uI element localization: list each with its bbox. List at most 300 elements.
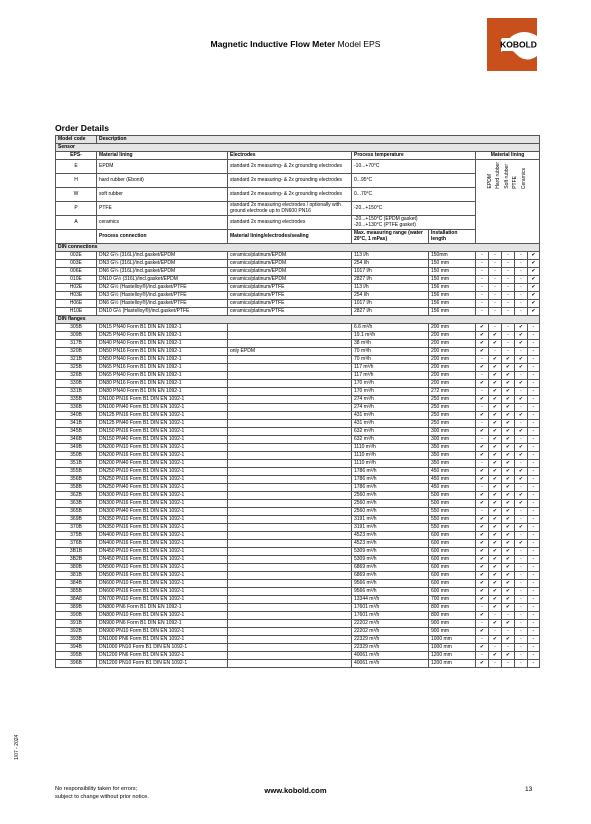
connection-description: DN50 PN16 Form B1 DIN EN 1092-1 [97,348,228,356]
not-available-mark: - [528,548,540,556]
check-icon: ✔ [502,420,515,428]
not-available-mark: - [476,260,489,268]
material-description: ceramics/platinum/PTFE [228,284,352,292]
check-icon: ✔ [502,356,515,364]
sensor-temp-header: Process temperature [352,152,476,160]
check-icon: ✔ [502,652,515,660]
check-icon: ✔ [476,364,489,372]
measuring-range: 274 m³/h [352,404,429,412]
not-available-mark: - [502,252,515,260]
connection-description: DN150 PN16 Form B1 DIN EN 1092-1 [97,428,228,436]
material-description [228,660,352,668]
model-code: 002E [56,252,97,260]
check-icon: ✔ [476,348,489,356]
not-available-mark: - [502,628,515,636]
installation-length: 1200 mm [429,660,476,668]
check-icon: ✔ [502,500,515,508]
not-available-mark: - [476,372,489,380]
model-code: 395B [56,652,97,660]
installation-length: 300 mm [429,436,476,444]
material-description [228,508,352,516]
check-icon: ✔ [528,284,540,292]
not-available-mark: - [528,612,540,620]
connection-description: DN200 PN40 Form B1 DIN EN 1092-1 [97,460,228,468]
connection-description: DN350 PN10 Form B1 DIN EN 1092-1 [97,516,228,524]
installation-length: 200 mm [429,372,476,380]
installation-length: 200 mm [429,340,476,348]
check-icon: ✔ [489,468,502,476]
not-available-mark: - [528,348,540,356]
measuring-range: 6869 m³/h [352,564,429,572]
installation-length: 600 mm [429,588,476,596]
model-code: H03E [56,292,97,300]
not-available-mark: - [489,348,502,356]
footer-website-link[interactable]: www.kobold.com [264,786,327,795]
measuring-range: 1110 m³/h [352,444,429,452]
not-available-mark: - [502,292,515,300]
connection-header-range: Max. measuring range (water 20°C, 1 mPas) [352,230,429,244]
sensor-electrodes: standard 2x measuring- & 2x grounding electrodes [228,174,352,188]
table-row [56,620,540,628]
not-available-mark: - [515,284,528,292]
check-icon: ✔ [489,428,502,436]
installation-length: 250 mm [429,396,476,404]
check-icon: ✔ [489,620,502,628]
material-description [228,596,352,604]
measuring-range: 431 m³/h [352,420,429,428]
check-icon: ✔ [489,412,502,420]
not-available-mark: - [515,300,528,308]
not-available-mark: - [489,292,502,300]
header-model-code: Model code [56,136,97,144]
material-description [228,636,352,644]
check-icon: ✔ [502,572,515,580]
not-available-mark: - [476,604,489,612]
not-available-mark: - [502,260,515,268]
measuring-range: 4523 m³/h [352,540,429,548]
measuring-range: 2560 m³/h [352,508,429,516]
check-icon: ✔ [502,492,515,500]
connection-description: DN80 PN40 Form B1 DIN EN 1092-1 [97,388,228,396]
installation-length: 200 mm [429,356,476,364]
sensor-electrodes: standard 2x measuring- & 2x grounding electrodes [228,160,352,174]
table-row [56,540,540,548]
check-icon: ✔ [489,380,502,388]
not-available-mark: - [515,580,528,588]
not-available-mark: - [515,572,528,580]
model-code: 396B [56,660,97,668]
table-row [56,348,540,356]
check-icon: ✔ [476,468,489,476]
installation-length: 200 mm [429,332,476,340]
check-icon: ✔ [502,476,515,484]
sensor-code: P [56,202,97,216]
measuring-range: 4523 m³/h [352,532,429,540]
connection-description: DN250 PN10 Form B1 DIN EN 1092-1 [97,468,228,476]
not-available-mark: - [515,620,528,628]
measuring-range: 170 m³/h [352,380,429,388]
connection-header-length: Installation length [429,230,476,244]
not-available-mark: - [515,596,528,604]
model-code: 331B [56,388,97,396]
table-row [56,516,540,524]
connection-description: DN250 PN16 Form B1 DIN EN 1092-1 [97,476,228,484]
check-icon: ✔ [476,516,489,524]
check-icon: ✔ [528,308,540,316]
order-details-table [55,135,539,668]
connection-description: DN400 PN10 Form B1 DIN EN 1092-1 [97,532,228,540]
check-icon: ✔ [476,588,489,596]
not-available-mark: - [515,292,528,300]
check-icon: ✔ [476,628,489,636]
measuring-range: 254 l/h [352,292,429,300]
check-icon: ✔ [489,356,502,364]
measuring-range: 1017 l/h [352,268,429,276]
not-available-mark: - [528,428,540,436]
measuring-range: 1786 m³/h [352,468,429,476]
sensor-code: W [56,188,97,202]
table-row [56,364,540,372]
check-icon: ✔ [476,564,489,572]
check-icon: ✔ [515,380,528,388]
check-icon: ✔ [502,364,515,372]
table-row [56,436,540,444]
connection-description: DN200 PN16 Form B1 DIN EN 1092-1 [97,452,228,460]
sensor-label: Sensor [56,144,540,152]
not-available-mark: - [528,588,540,596]
not-available-mark: - [476,276,489,284]
measuring-range: 5309 m³/h [352,556,429,564]
sensor-section-row [56,144,540,152]
installation-length: 350 mm [429,460,476,468]
table-row [56,508,540,516]
not-available-mark: - [502,308,515,316]
material-description [228,380,352,388]
connection-description: DN50 PN40 Form B1 DIN EN 1092-1 [97,356,228,364]
connection-description: DN3 G¼ (316L)/incl.gasket/EPDM [97,260,228,268]
table-row [56,276,540,284]
check-icon: ✔ [502,444,515,452]
material-description [228,436,352,444]
model-code: 393B [56,636,97,644]
check-icon: ✔ [528,260,540,268]
check-icon: ✔ [515,540,528,548]
installation-length: 900 mm [429,620,476,628]
check-icon: ✔ [502,484,515,492]
not-available-mark: - [476,284,489,292]
check-icon: ✔ [515,356,528,364]
model-code: 349B [56,444,97,452]
measuring-range: 431 m³/h [352,412,429,420]
sensor-code-header: EPS- [56,152,97,160]
measuring-range: 117 m³/h [352,372,429,380]
connection-description: DN25 PN40 Form B1 DIN EN 1092-1 [97,332,228,340]
check-icon: ✔ [502,460,515,468]
connection-header-blank [56,230,97,244]
check-icon: ✔ [489,500,502,508]
measuring-range: 1017 l/h [352,300,429,308]
material-description: ceramics/platinum/PTFE [228,300,352,308]
not-available-mark: - [515,260,528,268]
check-icon: ✔ [502,428,515,436]
sensor-temp-line: 0...95°C [354,176,373,183]
sensor-lining: EPDM [97,160,228,174]
not-available-mark: - [528,444,540,452]
check-icon: ✔ [515,492,528,500]
measuring-range: 22202 m³/h [352,620,429,628]
not-available-mark: - [515,484,528,492]
not-available-mark: - [476,404,489,412]
material-description [228,452,352,460]
not-available-mark: - [476,292,489,300]
connection-description: DN900 PN6 Form B1 DIN EN 1092-1 [97,620,228,628]
not-available-mark: - [528,436,540,444]
model-code: 362B [56,492,97,500]
material-description [228,340,352,348]
installation-length: 200 mm [429,324,476,332]
model-code: 317B [56,340,97,348]
not-available-mark: - [476,308,489,316]
measuring-range: 6869 m³/h [352,572,429,580]
table-row [56,308,540,316]
installation-length: 1200 mm [429,652,476,660]
model-code: 385B [56,588,97,596]
document-revision-code: 1/07 - 2024 [14,734,20,760]
model-code: 006E [56,268,97,276]
check-icon: ✔ [502,388,515,396]
connection-description: DN1200 PN10 Form B1 DIN EN 1092-1 [97,660,228,668]
installation-length: 900 mm [429,628,476,636]
connection-description: DN6 G¼ (316L)/incl.gasket/EPDM [97,268,228,276]
not-available-mark: - [528,356,540,364]
table-row [56,260,540,268]
material-description [228,604,352,612]
not-available-mark: - [502,300,515,308]
check-icon: ✔ [476,412,489,420]
measuring-range: 22329 m³/h [352,644,429,652]
din-flanges-section-label: DIN flanges [56,316,540,324]
sensor-temp-line: -20...+150°C (EPDM gasket) [354,215,418,222]
connection-description: DN15 PN40 Form B1 DIN EN 1092-1 [97,324,228,332]
page-header-title: Magnetic Inductive Flow Meter Model EPS [210,39,381,49]
check-icon: ✔ [489,588,502,596]
measuring-range: 22202 m³/h [352,628,429,636]
model-code: 365B [56,508,97,516]
not-available-mark: - [528,532,540,540]
not-available-mark: - [515,420,528,428]
table-row [56,652,540,660]
check-icon: ✔ [502,372,515,380]
not-available-mark: - [515,348,528,356]
installation-length: 550 mm [429,508,476,516]
installation-length: 272 mm [429,388,476,396]
not-available-mark: - [528,324,540,332]
check-icon: ✔ [476,428,489,436]
model-code: 390B [56,612,97,620]
material-column-label: Hard rubber [495,162,502,189]
measuring-range: 40061 m³/h [352,652,429,660]
check-icon: ✔ [489,452,502,460]
sensor-row [56,160,540,174]
check-icon: ✔ [476,340,489,348]
sensor-lining-header: Material lining [97,152,228,160]
measuring-range: 22329 m³/h [352,636,429,644]
not-available-mark: - [489,284,502,292]
table-row [56,612,540,620]
not-available-mark: - [528,420,540,428]
din-connections-section-label: DIN connections [56,244,540,252]
not-available-mark: - [502,268,515,276]
check-icon: ✔ [515,396,528,404]
check-icon: ✔ [476,524,489,532]
installation-length: 600 mm [429,556,476,564]
check-icon: ✔ [515,332,528,340]
check-icon: ✔ [489,460,502,468]
table-row [56,340,540,348]
table-row [56,324,540,332]
model-code: H02E [56,284,97,292]
material-description [228,420,352,428]
connection-description: DN800 PN10 Form B1 DIN EN 1092-1 [97,612,228,620]
not-available-mark: - [502,644,515,652]
not-available-mark: - [528,412,540,420]
table-row [56,396,540,404]
sensor-code: E [56,160,97,174]
not-available-mark: - [502,276,515,284]
material-description [228,556,352,564]
check-icon: ✔ [515,524,528,532]
not-available-mark: - [528,388,540,396]
table-row [56,564,540,572]
din-connections-section [56,244,540,252]
connection-description: DN65 PN16 Form B1 DIN EN 1092-1 [97,364,228,372]
check-icon: ✔ [476,580,489,588]
not-available-mark: - [476,508,489,516]
installation-length: 200 mm [429,348,476,356]
connection-description: DN500 PN16 Form B1 DIN EN 1092-1 [97,572,228,580]
material-description [228,324,352,332]
check-icon: ✔ [515,428,528,436]
connection-description: DN2 G½ (Hastelloy®)/incl.gasket/PTFE [97,284,228,292]
model-code: 381B [56,572,97,580]
check-icon: ✔ [528,300,540,308]
material-description: ceramics/platinum/EPDM [228,252,352,260]
check-icon: ✔ [515,340,528,348]
connection-description: DN65 PN40 Form B1 DIN EN 1092-1 [97,372,228,380]
not-available-mark: - [528,340,540,348]
not-available-mark: - [515,268,528,276]
connection-description: DN150 PN40 Form B1 DIN EN 1092-1 [97,436,228,444]
not-available-mark: - [528,644,540,652]
material-column-label: Soft rubber [503,163,510,189]
not-available-mark: - [515,532,528,540]
table-row [56,588,540,596]
sensor-row [56,174,540,188]
check-icon: ✔ [489,444,502,452]
installation-length: 800 mm [429,604,476,612]
material-description [228,460,352,468]
connection-description: DN300 PN16 Form B1 DIN EN 1092-1 [97,500,228,508]
not-available-mark: - [502,348,515,356]
model-code: 341B [56,420,97,428]
not-available-mark: - [528,516,540,524]
table-row [56,252,540,260]
not-available-mark: - [528,372,540,380]
not-available-mark: - [515,252,528,260]
header-description: Description [97,136,540,144]
installation-length: 450 mm [429,476,476,484]
material-column-label: Ceramics [520,167,527,189]
connection-description: DN1000 PN6 Form B1 DIN EN 1092-1 [97,636,228,644]
check-icon: ✔ [489,564,502,572]
check-icon: ✔ [489,372,502,380]
not-available-mark: - [476,268,489,276]
sensor-temp-line: 0...70°C [354,190,373,197]
connection-description: DN100 PN16 Form B1 DIN EN 1092-1 [97,396,228,404]
not-available-mark: - [489,644,502,652]
table-header-row [56,136,540,144]
sensor-row [56,202,540,216]
check-icon: ✔ [502,564,515,572]
not-available-mark: - [515,556,528,564]
check-icon: ✔ [489,396,502,404]
model-code: 340B [56,412,97,420]
table-row [56,484,540,492]
not-available-mark: - [528,500,540,508]
measuring-range: 17601 m³/h [352,604,429,612]
installation-length: 550 mm [429,516,476,524]
installation-length: 200 mm [429,364,476,372]
check-icon: ✔ [502,580,515,588]
sensor-lining: ceramics [97,216,228,230]
check-icon: ✔ [528,292,540,300]
check-icon: ✔ [489,492,502,500]
check-icon: ✔ [489,340,502,348]
material-description [228,564,352,572]
check-icon: ✔ [515,364,528,372]
not-available-mark: - [528,596,540,604]
measuring-range: 1786 m³/h [352,476,429,484]
not-available-mark: - [528,332,540,340]
model-code: 010E [56,276,97,284]
check-icon: ✔ [489,364,502,372]
not-available-mark: - [528,636,540,644]
not-available-mark: - [515,508,528,516]
installation-length: 1000 mm [429,636,476,644]
not-available-mark: - [489,308,502,316]
not-available-mark: - [502,660,515,668]
check-icon: ✔ [502,532,515,540]
material-description [228,532,352,540]
installation-length: 450 mm [429,484,476,492]
table-row [56,644,540,652]
model-code: 335B [56,396,97,404]
check-icon: ✔ [476,540,489,548]
measuring-range: 1110 m³/h [352,452,429,460]
not-available-mark: - [528,468,540,476]
model-code: 345B [56,428,97,436]
connection-description: DN250 PN40 Form B1 DIN EN 1092-1 [97,484,228,492]
sensor-electrodes: standard 2x measuring electrodes [228,216,352,230]
table-row [56,492,540,500]
installation-length: 150 mm [429,268,476,276]
table-row [56,524,540,532]
measuring-range: 13344 m³/h [352,596,429,604]
connection-description: DN450 PN16 Form B1 DIN EN 1092-1 [97,556,228,564]
table-row [56,404,540,412]
check-icon: ✔ [502,380,515,388]
check-icon: ✔ [489,652,502,660]
